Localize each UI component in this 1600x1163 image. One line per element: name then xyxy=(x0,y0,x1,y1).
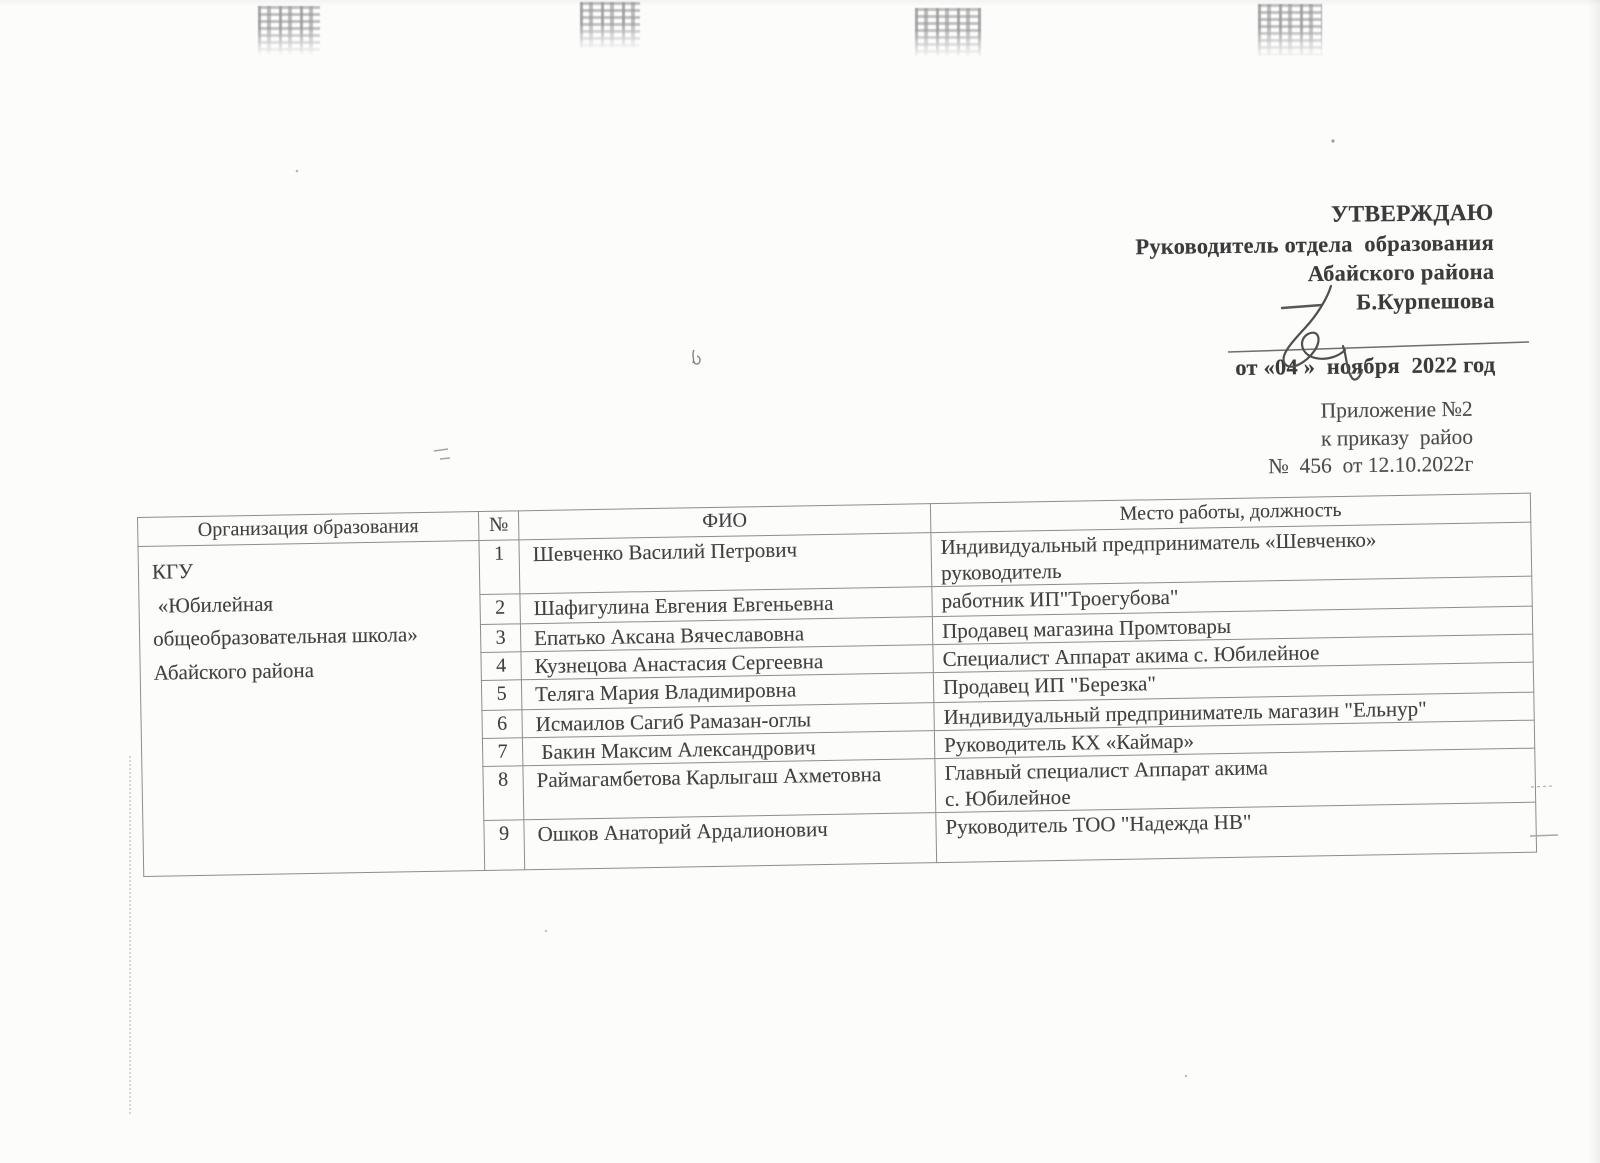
header-organization: Организация образования xyxy=(138,512,479,547)
participants-table xyxy=(137,493,1537,877)
cell-place: Руководитель ТОО "Надежда НВ" xyxy=(936,802,1537,862)
annex-title: Приложение №2 xyxy=(1320,396,1473,423)
cell-num: 7 xyxy=(482,738,522,767)
approval-block xyxy=(1134,199,1495,383)
cell-fio: Раймагамбетова Карлыгаш Ахметовна xyxy=(523,759,936,820)
cell-num: 8 xyxy=(483,766,524,821)
approval-title: УТВЕРЖДАЮ xyxy=(1330,199,1494,228)
header-workplace: Место работы, должность xyxy=(930,493,1530,532)
annex-order-ref: к приказу райоо xyxy=(1320,424,1474,451)
header-fio: ФИО xyxy=(518,504,930,540)
org-line: Абайского района xyxy=(153,657,315,685)
ink-dot xyxy=(1331,139,1334,142)
cell-place: Главный специалист Аппарат акима с. Юбилейное xyxy=(935,748,1536,812)
cell-num: 2 xyxy=(480,594,521,625)
ink-dot xyxy=(545,930,547,932)
scan-artifact-smudge xyxy=(1258,4,1322,56)
cell-num: 3 xyxy=(480,624,520,653)
header-number: № xyxy=(478,511,519,541)
cell-place: Индивидуальный предприниматель магазин "Ельнур" xyxy=(934,692,1534,730)
cell-fio: Шевченко Василий Петрович xyxy=(519,533,932,594)
cell-fio: Бакин Максим Александрович xyxy=(522,731,934,766)
ink-dash-mark xyxy=(434,449,450,459)
ink-dot xyxy=(296,170,299,173)
org-line: общеобразовательная школа» xyxy=(152,622,418,651)
ink-dot xyxy=(1185,1075,1188,1078)
scan-edge-shadow-top xyxy=(0,0,1600,6)
scan-artifact-smudge xyxy=(258,6,320,54)
approval-date: от «04 » ноября 2022 год xyxy=(1234,351,1496,380)
cell-organization xyxy=(138,541,485,877)
cell-fio: Исмаилов Сагиб Рамазан-оглы xyxy=(522,703,934,738)
annex-block xyxy=(1267,396,1473,481)
annex-order-number: № 456 от 12.10.2022г xyxy=(1268,451,1474,479)
approval-signer-name: Б.Курпешова xyxy=(1355,287,1495,315)
org-line: КГУ xyxy=(151,559,194,584)
approval-position: Руководитель отдела образования xyxy=(1134,229,1494,260)
cell-num: 4 xyxy=(481,652,521,681)
scan-artifact-smudge xyxy=(580,2,640,48)
cell-place: Продавец ИП "Березка" xyxy=(933,662,1533,702)
cell-num: 1 xyxy=(479,540,520,595)
cell-fio: Епатько Аксана Вячеславовна xyxy=(520,617,932,652)
cell-fio: Кузнецова Анастасия Сергеевна xyxy=(521,645,933,680)
cell-place: работник ИП"Троегубова" xyxy=(932,576,1532,616)
cell-fio: Шафигулина Евгения Евгеньевна xyxy=(520,587,932,624)
scan-edge-shadow-right xyxy=(1588,0,1600,1163)
cell-num: 9 xyxy=(484,820,525,871)
cell-place: Продавец магазина Промтовары xyxy=(932,606,1532,644)
cell-place: Специалист Аппарат акима с. Юбилейное xyxy=(933,634,1533,672)
cell-place: Руководитель КХ «Каймар» xyxy=(934,720,1534,758)
cell-num: 5 xyxy=(481,680,522,711)
cell-fio: Теляга Мария Владимировна xyxy=(521,673,933,710)
cell-fio: Ошков Анаторий Ардалионович xyxy=(524,813,937,870)
org-line: «Юбилейная xyxy=(152,591,274,618)
paper-crease-line xyxy=(129,756,131,1114)
approval-district: Абайского района xyxy=(1307,258,1494,287)
cell-num: 6 xyxy=(482,710,522,739)
cell-place: Индивидуальный предприниматель «Шевченко» руководитель xyxy=(931,522,1532,586)
ink-squiggle-mark xyxy=(693,350,700,364)
scan-artifact-smudge xyxy=(915,8,981,56)
